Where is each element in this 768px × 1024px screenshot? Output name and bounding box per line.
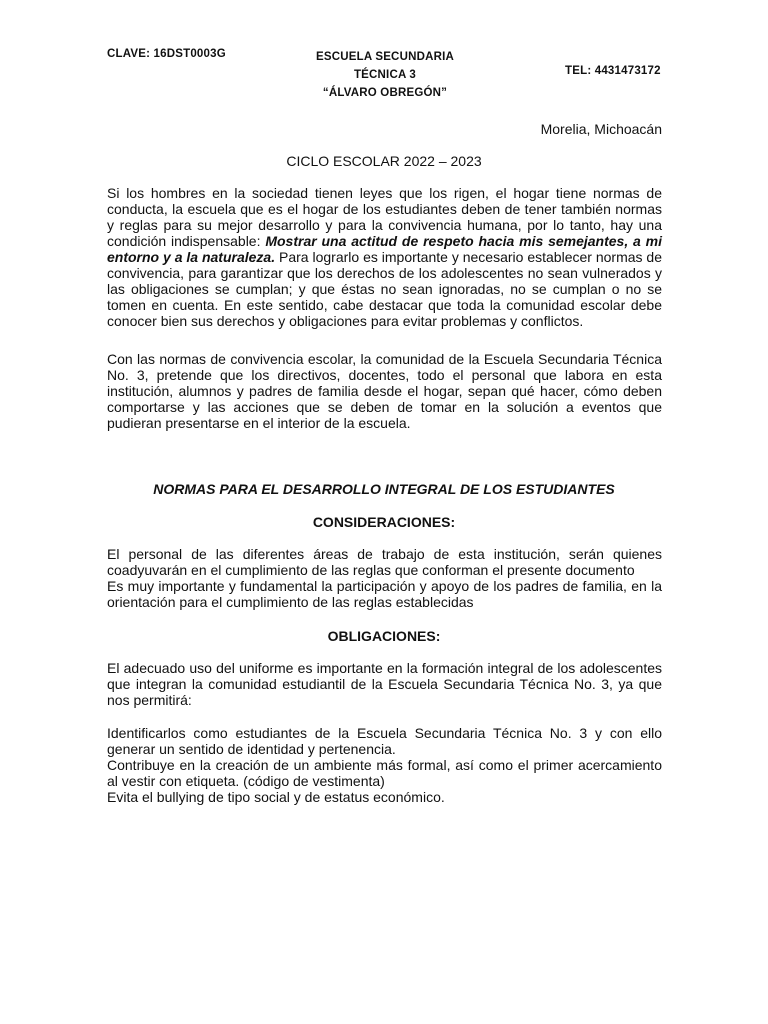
consideration-item: El personal de las diferentes áreas de trabajo de esta institución, serán quienes coadyuvarán en el cumplimiento de las reglas que conforman el presente documento — [107, 546, 662, 578]
intro-text-part2: Para lograrlo es importante y necesario establecer normas de convivencia, para garantizar que los derechos de los adolescentes no sean vulnerados y las obligaciones se cumplan; y que éstas no sean ignoradas, no se cumplan o no se tomen en cuenta. En este sentido, cabe destacar que toda la comunidad escolar debe conocer bien sus derechos y obligaciones para evitar problemas y conflictos. — [107, 249, 662, 329]
school-code: CLAVE: 16DST0003G — [107, 48, 226, 60]
school-name — [290, 48, 480, 102]
obligations-intro-text: El adecuado uso del uniforme es importante en la formación integral de los adolescentes que integran la comunidad estudiantil de la Escuela Secundaria Técnica No. 3, ya que nos permitirá: — [107, 660, 662, 708]
section-title: NORMAS PARA EL DESARROLLO INTEGRAL DE LOS ESTUDIANTES — [153, 481, 615, 497]
location: Morelia, Michoacán — [540, 121, 662, 137]
school-name-line1: ESCUELA SECUNDARIA TÉCNICA 3 — [316, 51, 454, 81]
obligation-item: Evita el bullying de tipo social y de estatus económico. — [107, 789, 445, 805]
intro-paragraph-2 — [107, 351, 662, 431]
intro-text-part1: Si los hombres en la sociedad tienen leyes que los rigen, el hogar tiene normas de conducta, la escuela que es el hogar de los estudiantes deben de tener también normas y reglas para su mejor desarrollo y para la convivencia humana, por lo tanto, hay una condición indispensable: — [107, 185, 662, 249]
intro-emphasis: Mostrar una actitud de respeto hacia mis semejantes, a mi entorno y a la naturaleza. — [107, 233, 662, 265]
intro-paragraph-1 — [107, 185, 662, 329]
school-name-line2: “ÁLVARO OBREGÓN” — [322, 87, 448, 99]
obligations-title: OBLIGACIONES: — [327, 628, 441, 644]
considerations-list — [107, 546, 662, 610]
consideration-item: Es muy importante y fundamental la participación y apoyo de los padres de familia, en la orientación para el cumplimiento de las reglas establecidas — [107, 578, 662, 610]
obligations-intro — [107, 660, 662, 708]
obligation-item: Contribuye en la creación de un ambiente más formal, así como el primer acercamiento al vestir con etiqueta. (código de vestimenta) — [107, 757, 662, 789]
intro-paragraph-2-text: Con las normas de convivencia escolar, la comunidad de la Escuela Secundaria Técnica No. 3, pretende que los directivos, docentes, todo el personal que labora en esta institución, alumnos y padres de familia desde el hogar, sepan qué hacer, cómo deben comportarse y las acciones que se deben de tomar en la solución a eventos que pudieran presentarse en el interior de la escuela. — [107, 351, 662, 431]
considerations-title: CONSIDERACIONES: — [312, 514, 456, 530]
school-cycle: CICLO ESCOLAR 2022 – 2023 — [286, 153, 482, 169]
school-phone: TEL: 4431473172 — [565, 65, 661, 77]
obligations-list — [107, 725, 662, 805]
obligation-item: Identificarlos como estudiantes de la Escuela Secundaria Técnica No. 3 y con ello generar un sentido de identidad y pertenencia. — [107, 725, 662, 757]
